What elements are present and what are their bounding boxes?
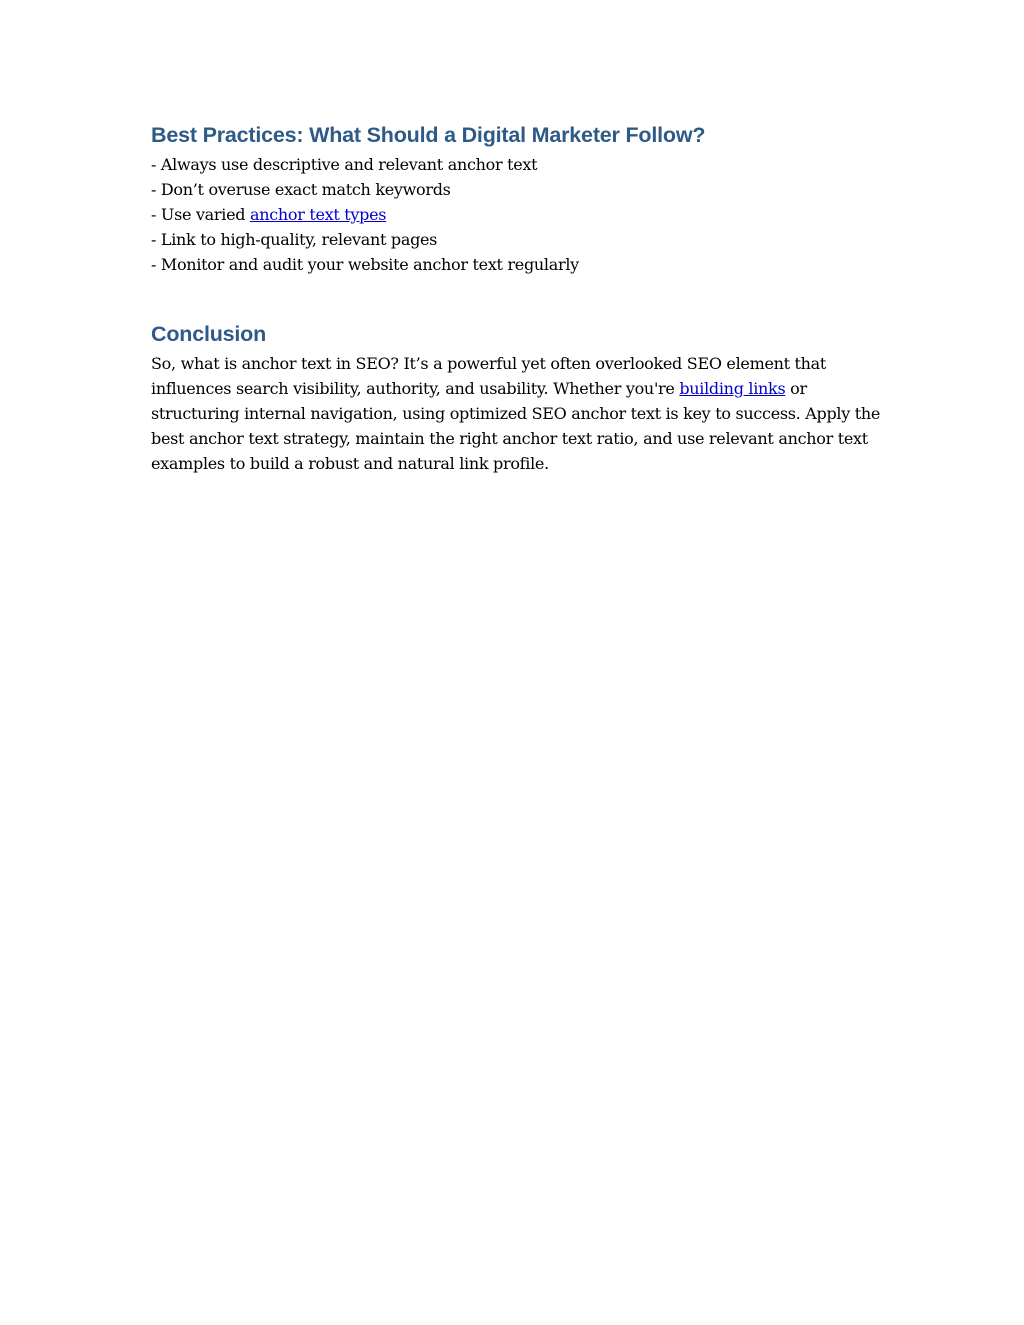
best-practices-list xyxy=(151,152,881,277)
conclusion-section xyxy=(151,317,881,476)
conclusion-text-end: or structuring internal navigation, using optimized SEO anchor text is key to success. Apply the best anchor text strategy, maintain the right anchor text ratio, and use relevant anchor text examples to build a robust and natural link profile. xyxy=(151,379,881,473)
best-practices-heading: Best Practices: What Should a Digital Marketer Follow? xyxy=(151,123,706,147)
list-item: - Don’t overuse exact match keywords xyxy=(151,180,451,199)
list-item-prefix: - Use varied xyxy=(151,205,250,224)
building-links-link[interactable]: building links xyxy=(679,379,786,398)
best-practices-section xyxy=(151,118,881,277)
document-page xyxy=(151,118,881,476)
conclusion-text-start: So, what is anchor text in SEO? It’s a powerful yet often overlooked SEO element that influences search visibility, authority, and usability. Whether you're xyxy=(151,354,827,398)
list-item: - Link to high-quality, relevant pages xyxy=(151,230,438,249)
conclusion-heading: Conclusion xyxy=(151,322,267,346)
list-item xyxy=(151,202,881,227)
list-item: - Monitor and audit your website anchor text regularly xyxy=(151,255,579,274)
conclusion-paragraph xyxy=(151,351,881,476)
anchor-text-types-link[interactable]: anchor text types xyxy=(249,205,387,224)
list-item: - Always use descriptive and relevant anchor text xyxy=(151,155,538,174)
